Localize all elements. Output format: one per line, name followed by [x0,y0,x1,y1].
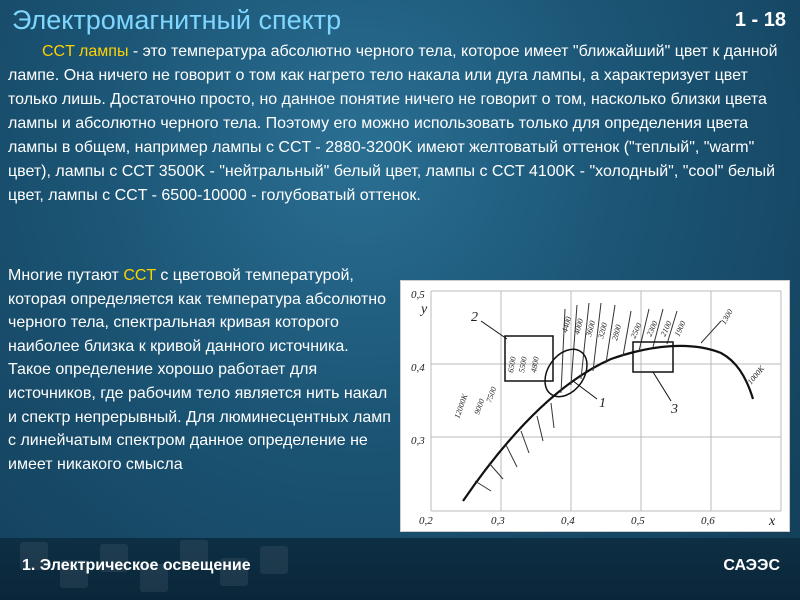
iso-label: 9000 [472,397,487,416]
iso-label: 2800 [610,323,624,342]
para2-body: с цветовой температурой, которая определяется как температура абсолютно черного тела, спектральная кривая которого наиболее близка к кривой данного источника. Такое определение хорошо работает для источников, где рабочим тело является нить накал и спектр непрерывный. Для люминесцентных ламп с линейчатым спектром данное определение не имеет никакого смысла [8,267,391,473]
iso-label: 2100 [658,319,674,338]
y-tick: 0,4 [411,362,425,374]
x-tick-labels [419,515,715,527]
iso-label: 2500 [628,321,644,340]
cct-term-2: CCT [123,267,156,284]
isotherm-labels-left [452,356,540,420]
iso-label: 3600 [584,319,598,338]
chromaticity-svg [401,281,789,531]
x-axis-label: x [769,514,776,529]
color-temperature-paragraph [8,264,393,476]
cct-definition-paragraph [8,40,783,208]
iso-label: 5500 [517,356,529,374]
iso-label: 6500 [506,356,518,374]
x-tick: 0,6 [701,515,715,527]
para2-lead: Многие путают [8,267,124,284]
cct-definition-text: - это температура абсолютно черного тела, которое имеет "ближайший" цвет к данной лампе. Она ничего не говорит о том как нагрето тело накала или дуга лампы, а характеризует цвет только лишь. Достаточно просто, но данное понятие ничего не говорит о том, насколько близки цвета лампы и абсолютно черного тела. Поэтому его можно использовать только для определения цвета лампы в общем, например лампы с CCT - 2880-3200K имеют желтоватый оттенок ("теплый", "warm" цвет), лампы с CCT 3500K - "нейтральный" белый цвет, лампы с CCT 4100K - "холодный", "cool" белый цвет, лампы с CCT - 6500-10000 - голубоватый оттенок. [8,43,778,204]
iso-label: 2300 [644,319,660,338]
iso-label: 4800 [529,356,541,374]
x-tick: 0,5 [631,515,645,527]
slide-number: 1 - 18 [734,9,786,31]
slide-header [0,0,800,40]
y-axis-label: y [421,302,428,317]
callout-1: 1 [599,396,606,411]
y-tick: 0,3 [411,435,425,447]
x-tick: 0,3 [491,515,505,527]
iso-label: 4000 [572,317,586,336]
iso-label: 3200 [596,321,610,340]
slide-footer [0,538,800,600]
callout-2: 2 [471,310,478,325]
iso-label: 1000K [745,364,767,387]
iso-label: 12000K [452,392,470,420]
iso-label: 7500 [484,385,499,404]
iso-label: 4400 [560,315,574,334]
cct-term: CCT лампы [42,43,129,60]
y-tick: 0,5 [411,289,425,301]
slide-title: Электромагнитный спектр [12,5,342,35]
iso-label: 1300 [718,307,735,326]
footer-section-title: 1. Электрическое освещение [22,557,251,574]
callout-3: 3 [671,402,678,417]
chromaticity-diagram [400,280,790,532]
iso-label: 1900 [672,319,688,338]
x-tick: 0,4 [561,515,575,527]
x-tick: 0,2 [419,515,433,527]
footer-org-name: САЭЭС [723,557,780,574]
